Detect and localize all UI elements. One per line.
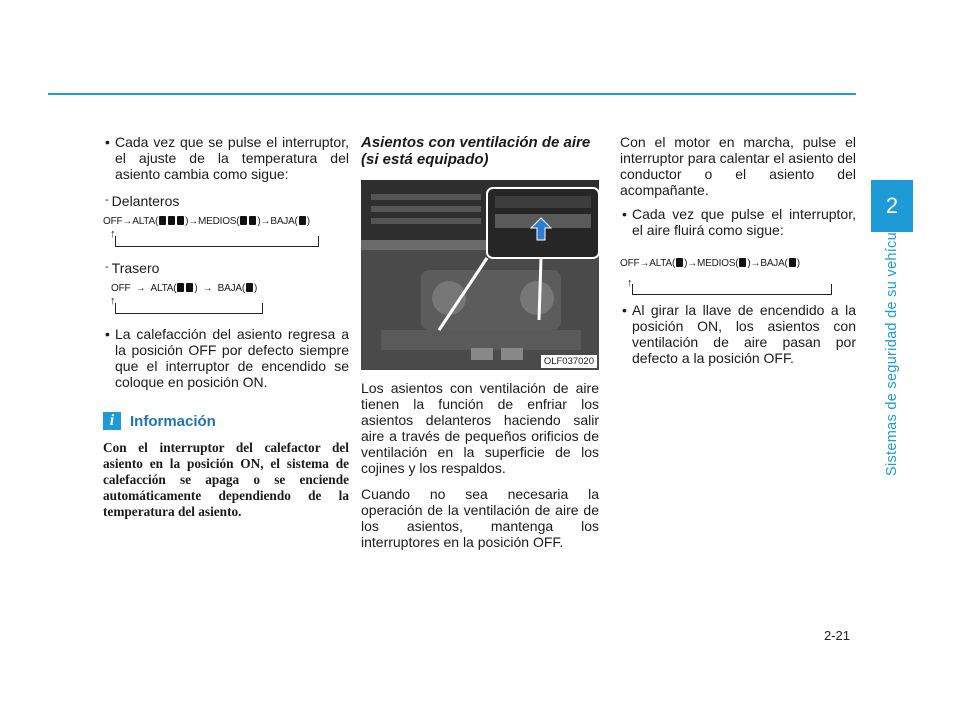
info-body: Con el interruptor del calefactor del asiento en la posición ON, el sistema de calefacción se apaga o se enciende automáticamente dependiendo de la temperatura del asiento.	[103, 440, 349, 519]
section-heading: Asientos con ventilación de aire (si está equipado)	[361, 134, 591, 168]
info-title: Información	[130, 412, 216, 430]
column-middle	[361, 134, 599, 550]
page-number: 2-21	[824, 628, 851, 643]
paragraph: Los asientos con ventilación de aire tienen la función de enfriar los asientos delanteros haciendo salir aire a través de pequeños orificios de ventilación en la superficie de los cojines y los respaldos.	[361, 380, 599, 476]
seat-heat-icon	[159, 216, 166, 225]
seat-heat-icon	[177, 216, 184, 225]
bullet-air-flow: • Cada vez que pulse el interruptor, el aire fluirá como sigue:	[622, 206, 856, 238]
rear-seats-label: - Trasero	[105, 260, 160, 276]
ventilation-switch-photo	[361, 180, 599, 370]
column-right	[620, 134, 856, 366]
seat-vent-icon	[739, 258, 746, 267]
seat-heat-icon	[177, 283, 184, 292]
bullet-default-off: • La calefacción del asiento regresa a la posición OFF por defecto siempre que el interruptor de encendido se coloque en posición ON.	[105, 326, 349, 390]
return-loop-line	[632, 284, 832, 295]
seat-vent-icon	[789, 258, 796, 267]
front-seats-label: - Delanteros	[105, 193, 180, 209]
figure-code: OLF037020	[541, 355, 597, 368]
seat-heat-icon	[246, 283, 253, 292]
paragraph: Con el motor en marcha, pulse el interruptor para calentar el asiento del conductor o el asiento del acompañante.	[620, 134, 856, 198]
seat-heat-icon	[299, 216, 306, 225]
seat-vent-icon	[676, 258, 683, 267]
info-icon: i	[103, 412, 121, 430]
column-left	[103, 134, 349, 520]
rear-heat-flow-diagram: OFF → ALTA( ) → BAJA( ) ↑	[103, 280, 349, 316]
arrow-up-icon: ↑	[627, 277, 633, 289]
console-illustration	[361, 180, 599, 370]
arrow-up-icon: ↑	[110, 295, 116, 307]
info-header	[103, 412, 349, 430]
return-loop-line	[115, 236, 319, 247]
seat-heat-icon	[249, 216, 256, 225]
paragraph: Cuando no sea necesaria la operación de la ventilación de aire de los asientos, mantenga los interruptores en la posición OFF.	[361, 486, 599, 550]
bullet-default-off: • Al girar la llave de encendido a la posición ON, los asientos con ventilación de aire pasan por defecto a la posición OFF.	[622, 302, 856, 366]
ventilation-flow-diagram: OFF→ALTA( )→MEDIOS( )→BAJA( ) ↑	[620, 248, 856, 294]
chapter-number-tab: 2	[871, 180, 913, 232]
seat-heat-icon	[240, 216, 247, 225]
front-heat-flow-diagram: OFF→ALTA( )→MEDIOS( )→BAJA( ) ↑	[103, 213, 349, 249]
return-loop-line	[115, 303, 263, 314]
bullet-temp-cycle: • Cada vez que se pulse el interruptor, el ajuste de la temperatura del asiento cambia como sigue:	[105, 134, 349, 182]
header-rule	[48, 93, 856, 95]
seat-heat-icon	[186, 283, 193, 292]
chapter-title-vertical: Sistemas de seguridad de su vehículo	[884, 220, 900, 476]
arrow-up-icon: ↑	[110, 228, 116, 240]
seat-heat-icon	[168, 216, 175, 225]
